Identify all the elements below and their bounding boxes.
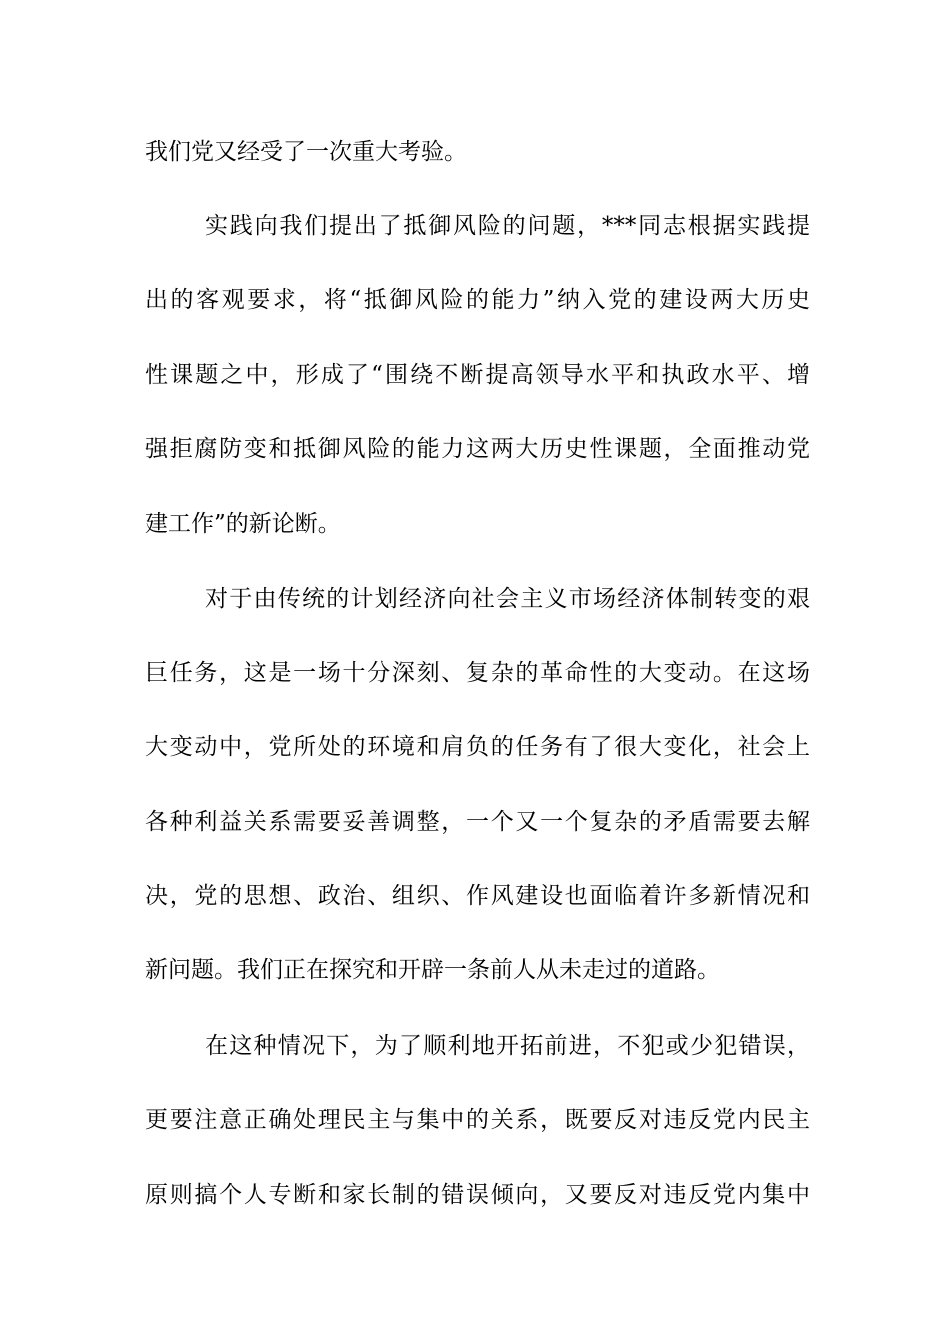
paragraph-first-line: 在这种情况下，为了顺利地开拓前进，不犯或少犯错误， bbox=[205, 1033, 810, 1059]
text-line: 巨任务，这是一场十分深刻、复杂的革命性的大变动。在这场 bbox=[145, 660, 810, 686]
text-line: 出的客观要求，将“抵御风险的能力”纳入党的建设两大历史 bbox=[145, 287, 810, 313]
text-line: 新问题。我们正在探究和开辟一条前人从未走过的道路。 bbox=[145, 957, 720, 983]
text-line: 性课题之中，形成了“围绕不断提高领导水平和执政水平、增 bbox=[145, 362, 810, 388]
text-line: 各种利益关系需要妥善调整，一个又一个复杂的矛盾需要去解 bbox=[145, 809, 810, 835]
text-line: 我们党又经受了一次重大考验。 bbox=[145, 139, 467, 165]
text-line: 强拒腐防变和抵御风险的能力这两大历史性课题，全面推动党 bbox=[145, 436, 810, 462]
paragraph-first-line: 实践向我们提出了抵御风险的问题，***同志根据实践提 bbox=[205, 213, 810, 239]
text-line: 大变动中，党所处的环境和肩负的任务有了很大变化，社会上 bbox=[145, 734, 810, 760]
text-line: 决，党的思想、政治、组织、作风建设也面临着许多新情况和 bbox=[145, 883, 810, 909]
text-line: 原则搞个人专断和家长制的错误倾向，又要反对违反党内集中 bbox=[145, 1182, 810, 1208]
text-line: 建工作”的新论断。 bbox=[145, 511, 341, 537]
paragraph-first-line: 对于由传统的计划经济向社会主义市场经济体制转变的艰 bbox=[205, 586, 810, 612]
text-line: 更要注意正确处理民主与集中的关系，既要反对违反党内民主 bbox=[145, 1107, 810, 1133]
